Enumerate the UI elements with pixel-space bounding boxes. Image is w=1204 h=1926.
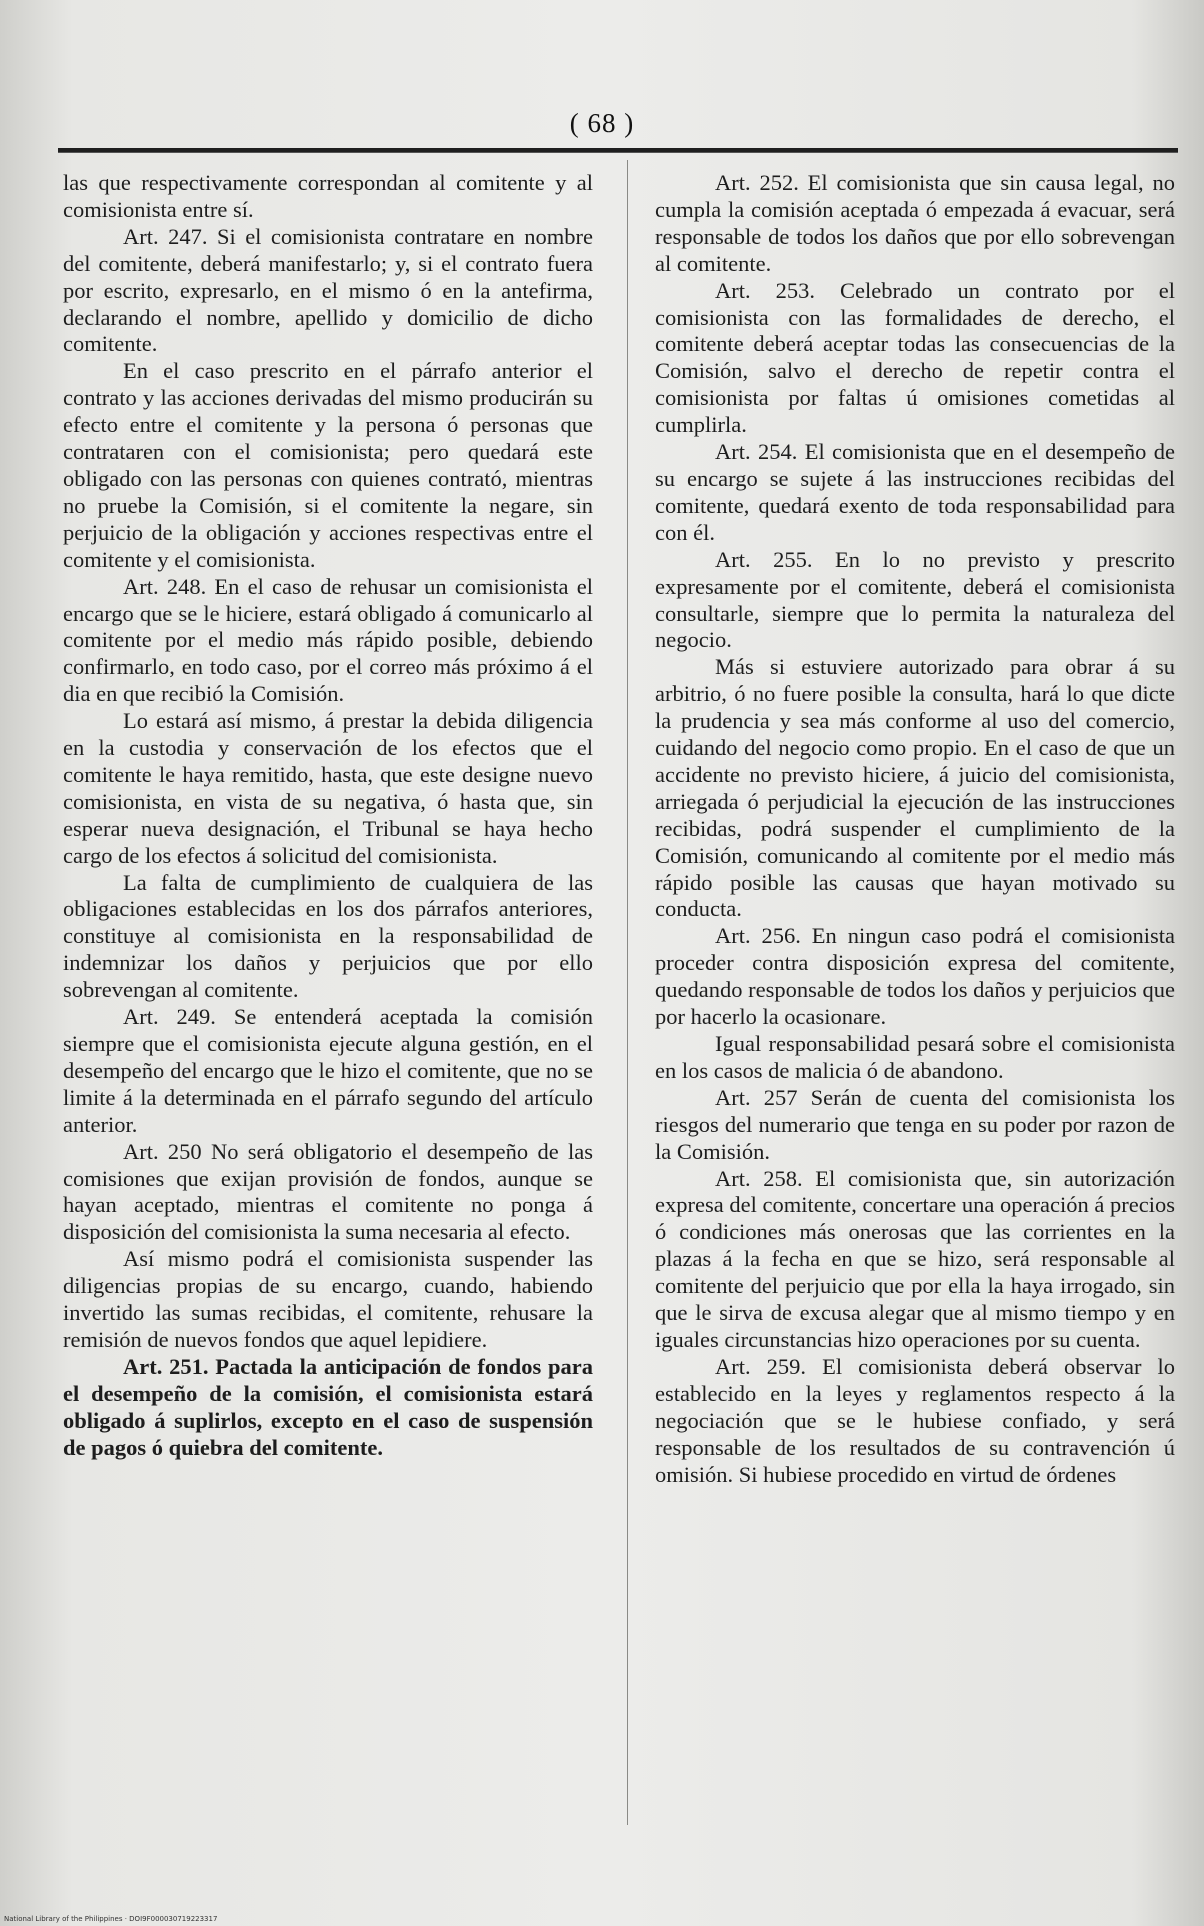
library-footer: National Library of the Philippines · DOI9F000030719223317 bbox=[4, 1915, 218, 1923]
paragraph-art-247: Art. 247. Si el comisionista contratare en nombre del comitente, deberá manifestarlo; y, si el contrato fuera por escrito, expresarlo, en el mismo ó en la antefirma, declarando el nombre, apellido y domicilio de dicho comitente. bbox=[63, 223, 593, 357]
left-column bbox=[63, 170, 593, 1462]
paragraph: Igual responsabilidad pesará sobre el comisionista en los casos de malicia ó de abandono. bbox=[655, 1031, 1175, 1083]
paragraph-art-259: Art. 259. El comisionista deberá observar lo establecido en la leyes y reglamentos respecto á la negociación que se le hubiese confiado, y será responsable de los resultados de su contravención ú omisión. Si hubiese procedido en virtud de órdenes bbox=[655, 1353, 1175, 1487]
paragraph-art-252: Art. 252. El comisionista que sin causa legal, no cumpla la comisión aceptada ó empezada á evacuar, será responsable de todos los daños que por ello sobrevengan al comitente. bbox=[655, 170, 1175, 276]
paragraph: Así mismo podrá el comisionista suspender las diligencias propias de su encargo, cuando, habiendo invertido las sumas recibidas, el comitente, rehusare la remisión de nuevos fondos que aquel lepidiere. bbox=[63, 1246, 593, 1352]
paragraph: La falta de cumplimiento de cualquiera de las obligaciones establecidas en los dos párrafos anteriores, constituye al comisionista en la responsabilidad de indemnizar los daños y perjuicios que por ello sobrevengan al comitente. bbox=[63, 869, 593, 1003]
header-rule bbox=[58, 148, 1178, 153]
paragraph-art-257: Art. 257 Serán de cuenta del comisionista los riesgos del numerario que tenga en su poder por razon de la Comisión. bbox=[655, 1084, 1175, 1164]
page-number: ( 68 ) bbox=[569, 108, 635, 138]
paragraph-art-249: Art. 249. Se entenderá aceptada la comisión siempre que el comisionista ejecute alguna gestión, en el desempeño del encargo que le hizo el comitente, que no se limite á la determinada en el párrafo segundo del artículo anterior. bbox=[63, 1004, 593, 1137]
paragraph-art-256: Art. 256. En ningun caso podrá el comisionista proceder contra disposición expresa del comitente, quedando responsable de todos los daños y perjuicios que por hacerlo la ocasionare. bbox=[655, 923, 1175, 1030]
column-divider bbox=[627, 160, 628, 1825]
paragraph-art-251: Art. 251. Pactada la anticipación de fondos para el desempeño de la comisión, el comisionista estará obligado á suplirlos, excepto en el caso de suspensión de pagos ó quiebra del comitente. bbox=[63, 1353, 593, 1460]
paragraph-art-253: Art. 253. Celebrado un contrato por el comisionista con las formalidades de derecho, el comitente deberá aceptar todas las consecuencias de la Comisión, salvo el derecho de repetir contra el comisionista por faltas ú omisiones cometidas al cumplirla. bbox=[655, 277, 1175, 438]
paragraph-art-258: Art. 258. El comisionista que, sin autorización expresa del comitente, concertare una operación á precios ó condiciones más onerosas que las corrientes en la plazas á la fecha en que se hizo, será responsable al comitente del perjuicio que por ella la haya irrogado, sin que le sirva de excusa alegar que al mismo tiempo y en iguales circunstancias hizo operaciones por su cuenta. bbox=[655, 1165, 1175, 1352]
paragraph: Lo estará así mismo, á prestar la debida diligencia en la custodia y conservación de los efectos que el comitente le haya remitido, hasta, que este designe nuevo comisionista, en vista de su negativa, ó hasta que, sin esperar nueva designación, el Tribunal se haya hecho cargo de los efectos á solicitud del comisionista. bbox=[63, 708, 593, 868]
paragraph-art-250: Art. 250 No será obligatorio el desempeño de las comisiones que exijan provisión de fondos, aunque se hayan aceptado, mientras el comitente no ponga á disposición del comisionista la suma necesaria al efecto. bbox=[63, 1138, 593, 1245]
paragraph-art-255: Art. 255. En lo no previsto y prescrito expresamente por el comitente, deberá el comisionista consultarle, siempre que lo permita la naturaleza del negocio. bbox=[655, 546, 1175, 653]
paragraph: Más si estuviere autorizado para obrar á su arbitrio, ó no fuere posible la consulta, hará lo que dicte la prudencia y sea más conforme al uso del comercio, cuidando del negocio como propio. En el caso de que un accidente no previsto hiciere, á juicio del comisionista, arriegada ó perjudicial la ejecución de las instrucciones recibidas, podrá suspender el cumplimiento de la Comisión, comunicando al comitente por el medio más rápido posible las causas que hayan motivado su conducta. bbox=[655, 654, 1175, 922]
paragraph-art-248: Art. 248. En el caso de rehusar un comisionista el encargo que se le hiciere, estará obligado á comunicarlo al comitente por el medio más rápido posible, debiendo confirmarlo, en todo caso, por el correo más próximo á el dia en que recibió la Comisión. bbox=[63, 573, 593, 707]
paragraph-art-254: Art. 254. El comisionista que en el desempeño de su encargo se sujete á las instrucciones recibidas del comitente, quedará exento de toda responsabilidad para con él. bbox=[655, 439, 1175, 545]
paragraph: las que respectivamente correspondan al comitente y al comisionista entre sí. bbox=[63, 170, 593, 222]
right-column bbox=[655, 170, 1175, 1488]
paragraph: En el caso prescrito en el párrafo anterior el contrato y las acciones derivadas del mismo producirán su efecto entre el comitente y la persona ó personas que contrataren con el comisionista; pero quedará este obligado con las personas con quienes contrató, mientras no pruebe la Comisión, si el comitente la negare, sin perjuicio de la obligación y acciones respectivas entre el comitente y el comisionista. bbox=[63, 358, 593, 572]
